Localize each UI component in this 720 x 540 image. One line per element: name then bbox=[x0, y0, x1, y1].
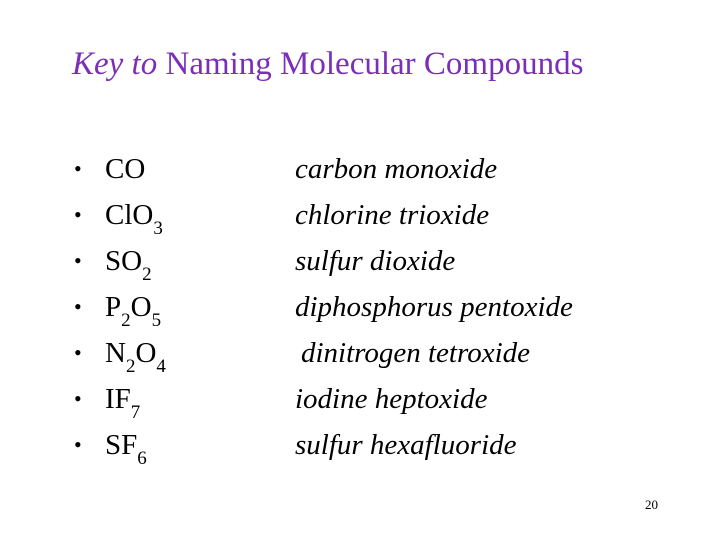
formula-subscript: 4 bbox=[156, 356, 166, 377]
bullet-icon: • bbox=[74, 386, 82, 411]
formula-symbol: P bbox=[105, 291, 122, 323]
formula-subscript: 2 bbox=[142, 264, 152, 285]
compound-row bbox=[0, 383, 720, 429]
formula-subscript: 7 bbox=[130, 402, 141, 423]
formula-subscript: 2 bbox=[125, 356, 136, 377]
formula-subscript: 5 bbox=[151, 310, 162, 331]
formula-symbol: ClO bbox=[105, 199, 154, 231]
chemical-formula bbox=[105, 291, 162, 331]
formula-symbol: IF bbox=[105, 383, 131, 415]
bullet-icon: • bbox=[74, 156, 82, 181]
compound-row bbox=[0, 337, 720, 383]
compound-row bbox=[0, 291, 720, 337]
compound-name: dinitrogen tetroxide bbox=[301, 337, 530, 369]
bullet-icon: • bbox=[74, 432, 82, 457]
compound-row bbox=[0, 429, 720, 475]
bullet-icon: • bbox=[74, 294, 82, 319]
compound-name: carbon monoxide bbox=[295, 153, 498, 185]
slide-title bbox=[72, 46, 583, 83]
formula-symbol: O bbox=[135, 337, 157, 369]
chemical-formula bbox=[105, 429, 147, 469]
formula-subscript: 2 bbox=[121, 310, 131, 331]
slide-title-italic: Key to bbox=[72, 46, 158, 82]
bullet-icon: • bbox=[74, 340, 82, 365]
compound-name: sulfur dioxide bbox=[295, 245, 456, 277]
compound-name: sulfur hexafluoride bbox=[295, 429, 517, 461]
slide-title-rest: Naming Molecular Compounds bbox=[165, 46, 584, 82]
formula-symbol: SO bbox=[105, 245, 143, 277]
chemical-formula bbox=[105, 245, 152, 285]
compound-row bbox=[0, 153, 720, 199]
bullet-icon: • bbox=[74, 248, 82, 273]
chemical-formula bbox=[105, 153, 145, 185]
chemical-formula bbox=[105, 383, 141, 423]
compound-name: iodine heptoxide bbox=[295, 383, 488, 415]
formula-symbol: N bbox=[105, 337, 126, 369]
compound-row bbox=[0, 199, 720, 245]
compound-row bbox=[0, 245, 720, 291]
chemical-formula bbox=[105, 337, 166, 377]
chemical-formula bbox=[105, 199, 163, 239]
formula-subscript: 3 bbox=[153, 218, 163, 239]
formula-symbol: SF bbox=[105, 429, 138, 461]
compound-name: chlorine trioxide bbox=[295, 199, 490, 231]
formula-symbol: O bbox=[130, 291, 152, 323]
bullet-icon: • bbox=[74, 202, 82, 227]
formula-subscript: 6 bbox=[137, 448, 147, 469]
formula-symbol: CO bbox=[105, 153, 146, 185]
page-number: 20 bbox=[645, 497, 658, 512]
compound-name: diphosphorus pentoxide bbox=[295, 291, 573, 323]
